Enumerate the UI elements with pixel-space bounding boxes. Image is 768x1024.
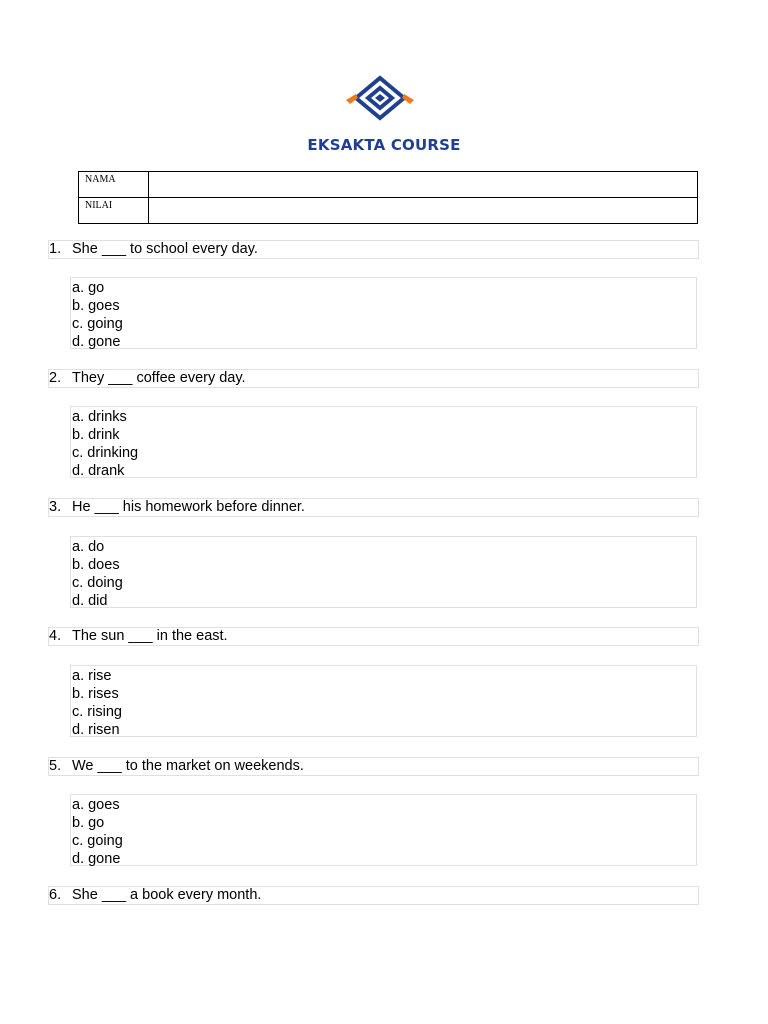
option-a[interactable]: a. drinks: [72, 409, 127, 425]
question-number: 4.: [49, 628, 62, 644]
question-5: [48, 757, 699, 776]
option-b[interactable]: b. drink: [72, 427, 120, 443]
options-5: [70, 794, 697, 866]
option-c[interactable]: c. going: [72, 833, 123, 849]
option-a[interactable]: a. goes: [72, 797, 120, 813]
option-d[interactable]: d. did: [72, 593, 108, 609]
question-text: They ___ coffee every day.: [72, 370, 246, 386]
options-2: [70, 406, 697, 478]
question-text: She ___ a book every month.: [72, 887, 262, 903]
question-number: 3.: [49, 499, 62, 515]
option-d[interactable]: d. risen: [72, 722, 120, 738]
question-text: We ___ to the market on weekends.: [72, 758, 304, 774]
question-number: 6.: [49, 887, 62, 903]
name-row: [79, 172, 698, 198]
option-c[interactable]: c. rising: [72, 704, 122, 720]
question-number: 1.: [49, 241, 62, 257]
score-row: [79, 198, 698, 224]
score-field[interactable]: [149, 198, 698, 224]
question-4: [48, 627, 699, 646]
option-a[interactable]: a. go: [72, 280, 105, 296]
options-3: [70, 536, 697, 608]
name-field[interactable]: [149, 172, 698, 198]
name-label: NAMA: [79, 172, 149, 198]
question-text: He ___ his homework before dinner.: [72, 499, 305, 515]
eksakta-logo-icon: [342, 74, 418, 128]
option-d[interactable]: d. drank: [72, 463, 125, 479]
option-c[interactable]: c. drinking: [72, 445, 139, 461]
option-d[interactable]: d. gone: [72, 334, 121, 350]
score-label: NILAI: [79, 198, 149, 224]
question-text: She ___ to school every day.: [72, 241, 258, 257]
question-1: [48, 240, 699, 259]
brand-title: EKSAKTA COURSE: [307, 136, 461, 154]
option-c[interactable]: c. going: [72, 316, 123, 332]
option-c[interactable]: c. doing: [72, 575, 123, 591]
question-3: [48, 498, 699, 517]
option-b[interactable]: b. go: [72, 815, 105, 831]
question-number: 2.: [49, 370, 62, 386]
options-4: [70, 665, 697, 737]
identity-table: [78, 171, 698, 224]
options-1: [70, 277, 697, 349]
option-a[interactable]: a. rise: [72, 668, 112, 684]
option-d[interactable]: d. gone: [72, 851, 121, 867]
question-number: 5.: [49, 758, 62, 774]
option-a[interactable]: a. do: [72, 539, 105, 555]
question-6: [48, 886, 699, 905]
option-b[interactable]: b. rises: [72, 686, 119, 702]
question-text: The sun ___ in the east.: [72, 628, 228, 644]
question-2: [48, 369, 699, 388]
option-b[interactable]: b. does: [72, 557, 120, 573]
option-b[interactable]: b. goes: [72, 298, 120, 314]
